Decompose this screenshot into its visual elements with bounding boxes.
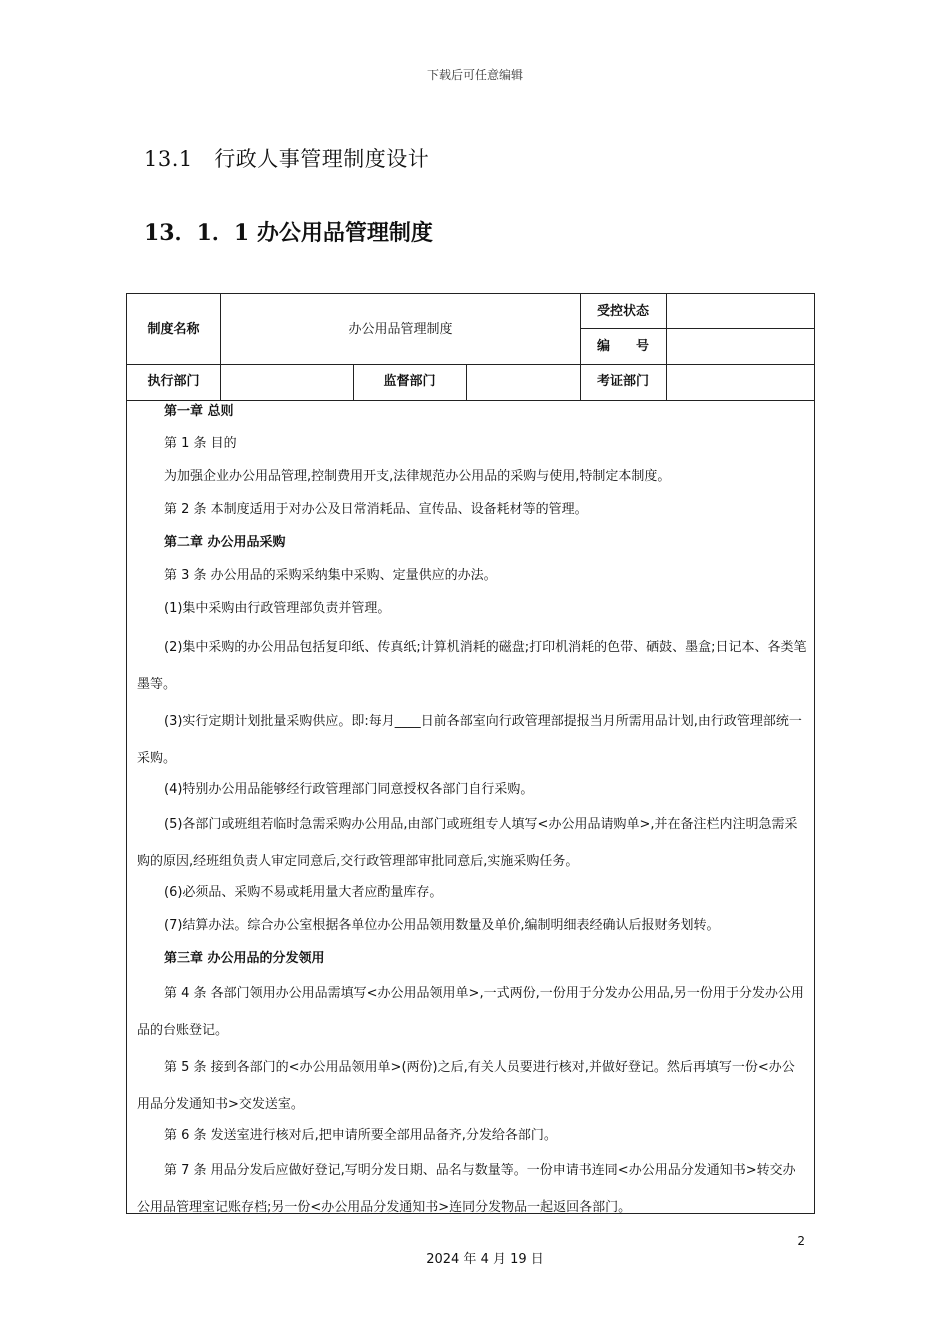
policy-name-value: 办公用品管理制度	[348, 322, 453, 337]
footer-date: 2024 年 4 月 19 日	[426, 1252, 544, 1267]
page-header: 下载后可任意编辑	[426, 68, 523, 82]
article: 第 1 条 目的	[164, 436, 237, 451]
list-item: (3)实行定期计划批量采购供应。即:每月____日前各部室向行政管理部提报当月所需用品计划,由行政管理部统一采购。	[137, 714, 802, 766]
chapter-heading: 第一章 总则	[164, 404, 234, 419]
paragraph: 为加强企业办公用品管理,控制费用开支,法律规范办公用品的采购与使用,特制定本制度。	[164, 469, 671, 484]
article: 第 4 条 各部门领用办公用品需填写<办公用品领用单>,一式两份,一份用于分发办公用品,另一份用于分发办公用品的台账登记。	[137, 986, 804, 1038]
supervise-dept-label: 监督部门	[383, 374, 436, 389]
list-item: (1)集中采购由行政管理部负责并管理。	[164, 601, 391, 616]
policy-name-label: 制度名称	[147, 322, 200, 337]
article: 第 7 条 用品分发后应做好登记,写明分发日期、品名与数量等。一份申请书连同<办公用品分发通知书>转交办公用品管理室记账存档;另一份<办公用品分发通知书>连同分发物品一起返回各部门。	[137, 1163, 796, 1215]
control-status-label: 受控状态	[596, 304, 649, 319]
list-item: (6)必须品、采购不易或耗用量大者应酌量库存。	[164, 885, 443, 900]
chapter-heading: 第三章 办公用品的分发领用	[164, 951, 325, 966]
list-item: (2)集中采购的办公用品包括复印纸、传真纸;计算机消耗的磁盘;打印机消耗的色带、硒鼓、墨盒;日记本、各类笔墨等。	[137, 640, 807, 692]
number-label: 编 号	[596, 339, 649, 354]
article: 第 5 条 接到各部门的<办公用品领用单>(两份)之后,有关人员要进行核对,并做好登记。然后再填写一份<办公用品分发通知书>交发送室。	[137, 1060, 795, 1112]
article: 第 6 条 发送室进行核对后,把申请所要全部用品备齐,分发给各部门。	[164, 1128, 557, 1143]
article: 第 3 条 办公用品的采购采纳集中采购、定量供应的办法。	[164, 568, 497, 583]
list-item: (4)特别办公用品能够经行政管理部门同意授权各部门自行采购。	[164, 782, 534, 797]
exec-dept-label: 执行部门	[147, 374, 200, 389]
audit-dept-label: 考证部门	[596, 374, 649, 389]
chapter-heading: 第二章 办公用品采购	[164, 535, 286, 550]
list-item: (7)结算办法。综合办公室根据各单位办公用品领用数量及单价,编制明细表经确认后报财务划转。	[164, 918, 720, 933]
section-heading: 13.1 行政人事管理制度设计	[144, 147, 430, 171]
policy-body	[137, 399, 807, 1226]
subsection-heading: 13．1．1 办公用品管理制度	[144, 220, 433, 246]
page-number: 2	[797, 1234, 805, 1248]
article: 第 2 条 本制度适用于对办公及日常消耗品、宣传品、设备耗材等的管理。	[164, 502, 588, 517]
list-item: (5)各部门或班组若临时急需采购办公用品,由部门或班组专人填写<办公用品请购单>,并在备注栏内注明急需采购的原因,经班组负责人审定同意后,交行政管理部审批同意后,实施采购任务。	[137, 817, 798, 869]
